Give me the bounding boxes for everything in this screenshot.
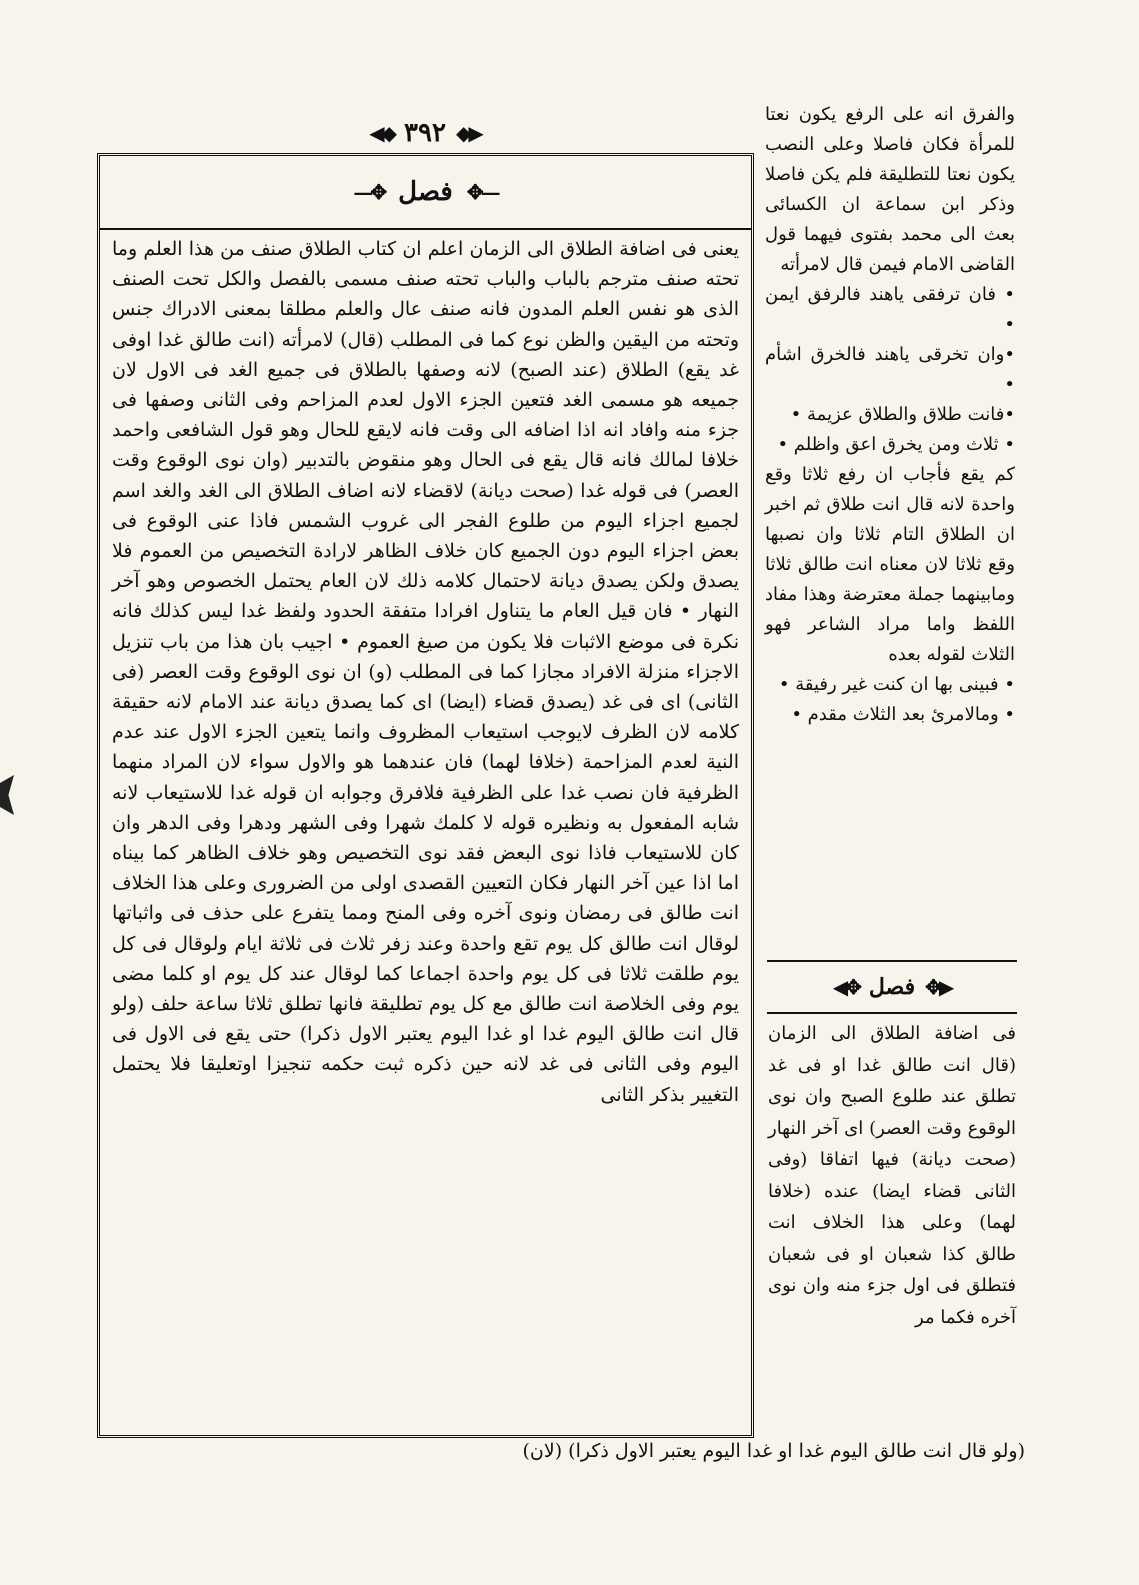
verse-line: • فبينى بها ان كنت غير رفيقة •: [778, 674, 1015, 695]
verse-line: • ومالامرئ بعد الثلاث مقدم •: [791, 704, 1015, 725]
page-number-text: ٣٩٢: [404, 118, 446, 148]
main-heading-text: فصل: [398, 177, 453, 207]
side-commentary-top: [765, 100, 1015, 730]
right-ornament-icon: ◆▶: [455, 121, 481, 145]
side-heading-ornament-right-icon: ✥▶: [925, 975, 952, 999]
verse-line: • ثلاث ومن يخرق اعق واظلم •: [777, 434, 1015, 455]
side-heading-ornament-left-icon: ◀✥: [832, 975, 859, 999]
left-ornament-icon: ◀◆: [369, 121, 395, 145]
footer-catchline: [155, 1437, 1025, 1465]
side-paragraph: والفرق انه على الرفع يكون نعتا للمرأة فكان فاصلا وعلى النصب يكون نعتا للتطليقة فلم يكن فاصلا وذكر ابن سماعة ان الكسائى بعث الى محمد بفتوى فيهما قول القاضى الامام فيمن قال لامرأته: [765, 104, 1015, 275]
footer-text: (ولو قال انت طالق اليوم غدا او غدا اليوم يعتبر الاول ذكرا) (لان): [522, 1440, 1025, 1462]
main-body: [100, 230, 751, 1110]
heading-ornament-right-icon: ✥—: [466, 180, 498, 204]
heading-ornament-left-icon: —✥: [353, 180, 385, 204]
side-heading-text: فصل: [868, 974, 916, 1000]
side-section-heading: [767, 960, 1017, 1014]
main-text-frame: [97, 153, 754, 1438]
verse-line: •وان تخرقى ياهند فالخرق اشأم •: [765, 344, 1015, 395]
main-section-heading: [100, 156, 751, 230]
main-paragraph: يعنى فى اضافة الطلاق الى الزمان اعلم ان كتاب الطلاق صنف من هذا العلم وما تحته صنف مترجم بالباب والباب تحته صنف مسمى بالفصل والكل تحت الصنف الذى هو نفس العلم المدون فانه صنف عال والعلم مطلقا بمعنى الادراك جنس وتحته من اليقين والظن نوع كما فى المطلب (قال) لامرأته (انت طالق غدا اوفى غد يقع) الطلاق (عند الصبح) لانه وصفها بالطلاق فى جميع الغد فى الاول لان جميعه هو مسمى الغد فتعين الجزء الاول لعدم المزاحم وفى الثانى وصفها فى جزء منه وافاد انه اذا اضافه الى وقت فانه لايقع للحال وهو قول الشافعى واحمد خلافا لمالك فانه قال يقع فى الحال وهو منقوض بالتدبير (وان نوى الوقوع وقت العصر) فى قوله غدا (صحت ديانة) لاقضاء لانه اضاف الطلاق الى الغد والغد اسم لجميع اجزاء اليوم من طلوع الفجر الى غروب الشمس فاذا عنى الوقوع فى بعض اجزاء اليوم دون الجميع كان خلاف الظاهر لارادة التخصيص من العموم فلا يصدق ولكن يصدق ديانة لاحتمال كلامه ذلك لان العام يحتمل الخصوص وهو آخر النهار • فان قيل العام ما يتناول افرادا متفقة الحدود ولفظ غدا ليس كذلك فانه نكرة فى موضع الاثبات فلا يكون من صيغ العموم • اجيب بان هذا من باب تنزيل الاجزاء منزلة الافراد مجازا كما فى المطلب (و) ان نوى الوقوع وقت العصر (فى الثانى) اى فى غد (يصدق قضاء (ايضا) اى كما يصدق ديانة عند الامام لانه حقيقة كلامه لان الظرف لايوجب استيعاب المظروف وانما يتعين الجزء الاول عند عدم النية لعدم المزاحمة (خلافا لهما) فان عندهما هو والاول سواء لان المراد منهما الظرفية فان نصب غدا على الظرفية فلافرق وجوابه ان قوله غدا للاستيعاب لانه شابه المفعول به ونظيره قوله لا كلمك شهرا وفى الشهر ودهرا وفى الدهر وان كان للاستيعاب فاذا نوى البعض فقد نوى التخصيص وهو خلاف الظاهر كما بيناه اما اذا عين آخر النهار فكان التعيين القصدى اولى من الضرورى وعلى هذا الخلاف انت طالق فى رمضان ونوى آخره وفى المنح ومما يتفرع على حذف فى واثباتها لوقال انت طالق كل يوم تقع واحدة وعند زفر ثلاث فى ثلاثة ايام ولوقال فى كل يوم طلقت ثلاثا فى كل يوم واحدة اجماعا كما لوقال عند كل يوم او كلما مضى يوم وفى الخلاصة انت طالق مع كل يوم تطليقة فانها تطلق ثلاثا ساعة حلف (ولو قال انت طالق اليوم غدا او غدا اليوم يعتبر الاول ذكرا) حتى يقع فى الاول فى اليوم وفى الثانى فى غد لانه حين ذكره ثبت حكمه تنجيزا اوتعليقا فلا يحتمل التغيير بذكر الثانى: [112, 238, 739, 1106]
page-number: [330, 118, 520, 148]
binding-mark-icon: [0, 775, 14, 815]
side-paragraph: كم يقع فأجاب ان رفع ثلاثا وقع واحدة لانه قال انت طلاق ثم اخبر ان الطلاق التام ثلاثا وان نصبها وقع ثلاثا لان معناه انت طالق ثلاثا ومابينهما جملة معترضة وهذا مفاد اللفظ واما مراد الشاعر فهو الثلاث لقوله بعده: [765, 464, 1015, 665]
verse-line: • فان ترفقى ياهند فالرفق ايمن •: [765, 284, 1015, 335]
side-commentary-bottom: [768, 1018, 1016, 1333]
verse-line: •فانت طلاق والطلاق عزيمة •: [790, 404, 1015, 425]
side-paragraph: فى اضافة الطلاق الى الزمان (قال انت طالق غدا او فى غد تطلق عند طلوع الصبح وان نوى الوقوع وقت العصر) اى آخر النهار (صحت ديانة) فيها اتفاقا (وفى الثانى قضاء ايضا) عنده (خلافا لهما) وعلى هذا الخلاف انت طالق كذا شعبان او فى شعبان فتطلق فى اول جزء منه وان نوى آخره فكما مر: [768, 1023, 1016, 1328]
